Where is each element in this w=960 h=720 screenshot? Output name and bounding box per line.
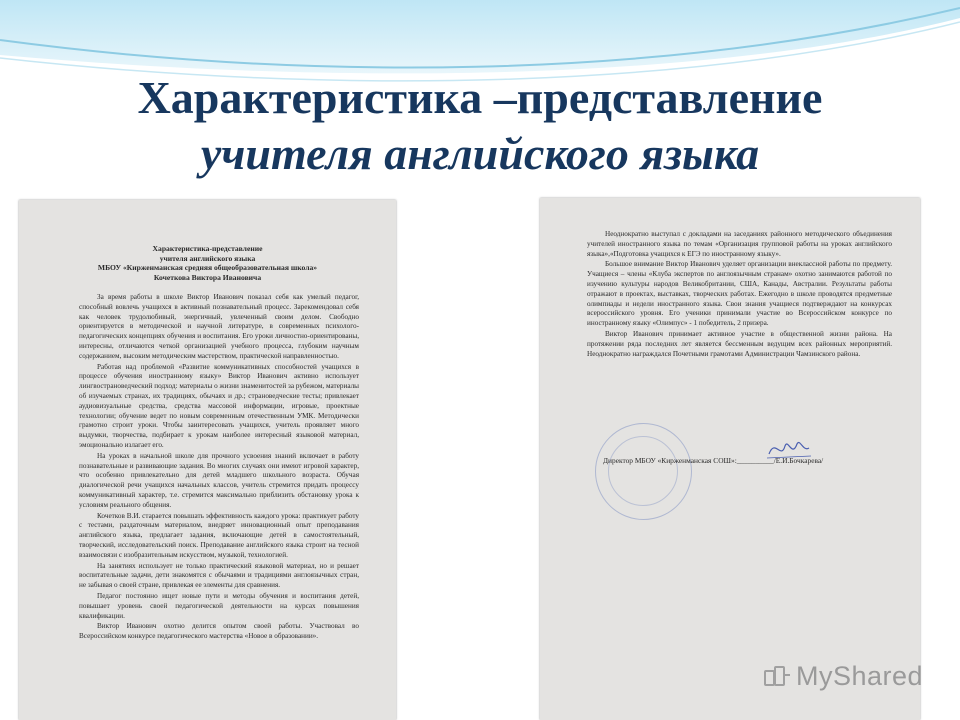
slide-title xyxy=(0,70,960,182)
myshared-watermark xyxy=(762,656,932,696)
heading-line: Характеристика-представление xyxy=(152,244,263,253)
heading-line: учителя английского языка xyxy=(159,253,256,263)
paragraph: Кочетков В.И. старается повышать эффективность каждого урока: практикует работу с тестами, раздаточным материалом, внедряет инновационный опыт преподавания английского языка, предлагает задания, включающие детей в самостоятельный, творческий, исследовательский поиск. Преподавание английского языка строит на тесной взаимосвязи с изобразительным искусством, музыкой, технологией. xyxy=(79,511,359,559)
document-body-left xyxy=(79,293,359,642)
paragraph: Неоднократно выступал с докладами на заседаниях районного методического объединения учителей иностранного языка по темам «Организация групповой работы на уроках английского языка»,«Подготовка учащихся к ЕГЭ по иностранному языку». xyxy=(587,230,892,258)
myshared-logo-icon xyxy=(762,661,792,691)
title-line-1: Характеристика –представление xyxy=(137,72,823,123)
paragraph: Большое внимание Виктор Иванович уделяет организации внеклассной работы по предмету. Учащиеся – члены «Клуба экспертов по англоязычным странам» охотно занимаются работой по изучению культуры народов Великобритании, США, Канады, Австралии. Результаты работы отражают в проектах, выставках, творческих работах. Ежегодно в школе проводятся предметные олимпиады и недели иностранного языка. Свои знания учащиеся подтверждают на конкурсах всероссийского уровня. Его ученики принимали участие во Всероссийском конкурсе по иностранному языку «Олимпус» - 1 победитель, 2 призера. xyxy=(587,260,892,328)
paragraph: Виктор Иванович принимает активное участие в общественной жизни района. На протяжении ряда последних лет является бессменным ведущим всех районных мероприятий. Неоднократно награждался Почетными грамотами Администрации Чамзинского района. xyxy=(587,329,892,358)
paragraph: На уроках в начальной школе для прочного усвоения знаний включает в работу познавательные и развивающие задания. Во многих случаях они имеют игровой характер, что особенно привлекательно для детей младшего школьного возраста. Обучая диалогической речи учащихся начальных классов, учитель стремится придать процессу коммуникативный характер, т.е. стремится максимально приблизить обстановку урока к условиям реального общения. xyxy=(79,451,359,509)
document-page-left xyxy=(19,200,396,720)
paragraph: Педагог постоянно ищет новые пути и методы обучения и воспитания детей, повышает уровень своей педагогической деятельности на курсах повышения квалификации. xyxy=(79,591,359,620)
stamp-inner-ring xyxy=(608,436,678,506)
document-heading xyxy=(19,244,396,282)
document-page-right xyxy=(540,198,920,720)
title-line-2: учителя английского языка xyxy=(200,128,760,179)
heading-line: Кочеткова Виктора Ивановича xyxy=(153,272,262,282)
paragraph: Виктор Иванович охотно делится опытом своей работы. Участвовал во Всероссийском конкурсе педагогического мастерства «Новое в образовании». xyxy=(79,622,359,641)
heading-line: МБОУ «Кирженманская средняя общеобразовательная школа» xyxy=(97,263,318,273)
paragraph: Работая над проблемой «Развитие коммуникативных способностей учащихся в процессе обучения иностранному языку» Виктор Иванович активно использует лингвострановедческий подход: материалы о жизни знаменитостей за рубежом, материалы об изучаемых странах, их традициях, обычаях и др.; страноведческие тесты; привлекает аудиовизуальные средства, средства массовой информации, игровые, проектные технологии; обучение ведет по новым современным отечественным УМК. Методически грамотно строит уроки. Чтобы заинтересовать учащихся, учитель проявляет много выдумки, творчества, подбирает к урокам наиболее интересный языковой материал, эмоционально излагает его. xyxy=(79,362,359,449)
school-stamp xyxy=(595,423,692,520)
document-body-right xyxy=(587,230,892,359)
paragraph: За время работы в школе Виктор Иванович показал себя как умелый педагог, способный вовлечь учащихся в активный познавательный процесс. Зарекомендовал себя как человек трудолюбивый, энергичный, увлеченный своим делом. Свободно ориентируется в методической и научной литературе, в современных психолого-педагогических концепциях обучения и воспитания. Его уроки личностно-ориентированы, интересны, отличаются четкой организацией учебного процесса, глубоким научным содержанием, высоким методическим мастерством, практической направленностью. xyxy=(79,293,359,360)
director-signature-line: Директор МБОУ «Кирженманская СОШ»:__________/Е.И.Бочкарева/ xyxy=(603,456,824,465)
paragraph: На занятиях использует не только практический языковой материал, но и решает воспитательные задачи, дети знакомятся с обычаями и традициями англоязычных стран, не забывая о своей стране, привлекая ее элементы для сравнения. xyxy=(79,561,359,590)
watermark-text: MyShared xyxy=(796,660,924,691)
